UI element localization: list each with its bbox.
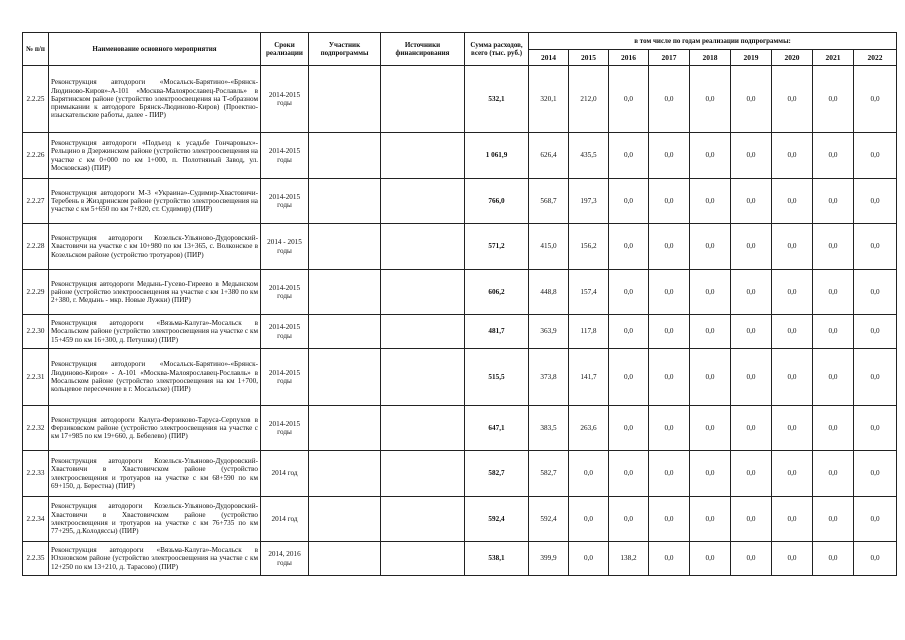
year-amount: 0,0 (772, 542, 813, 576)
participant-cell (309, 66, 381, 133)
year-amount: 0,0 (813, 224, 854, 270)
year-amount: 0,0 (854, 349, 897, 406)
year-amount: 0,0 (731, 542, 772, 576)
header-years-group: в том числе по годам реализации подпрограммы: (529, 33, 897, 50)
year-amount: 0,0 (813, 349, 854, 406)
participant-cell (309, 224, 381, 270)
year-amount: 0,0 (609, 497, 649, 542)
year-amount: 0,0 (813, 406, 854, 451)
year-amount: 0,0 (649, 224, 690, 270)
row-number: 2.2.26 (23, 133, 49, 179)
implementation-term: 2014 год (261, 497, 309, 542)
year-amount: 0,0 (772, 406, 813, 451)
implementation-term: 2014 год (261, 451, 309, 497)
measure-name: Реконструкция автодороги «Мосальск-Барятино»-«Брянск-Людиново-Киров»-А-101 «Москва-Малоярославец-Рославль» в Барятинском районе (устройство электроосвещения на Т-образном примыкании к автодороге Брянск-Людиново-Киров) (Проектно-изыскательские работы, далее - ПИР) (49, 66, 261, 133)
year-amount: 141,7 (569, 349, 609, 406)
year-amount: 0,0 (690, 224, 731, 270)
table-row (23, 451, 897, 497)
year-amount: 0,0 (731, 451, 772, 497)
year-amount: 0,0 (690, 497, 731, 542)
year-amount: 138,2 (609, 542, 649, 576)
year-amount: 0,0 (813, 179, 854, 224)
year-amount: 320,1 (529, 66, 569, 133)
measure-name: Реконструкция автодороги «Вязьма-Калуга»-Мосальск в Юхновском районе (устройство электроосвещения на участке с км 12+250 по км 13+210, д. Тарасово) (ПИР) (49, 542, 261, 576)
participant-cell (309, 270, 381, 315)
implementation-term: 2014-2015 годы (261, 133, 309, 179)
year-amount: 0,0 (649, 133, 690, 179)
year-amount: 0,0 (772, 270, 813, 315)
header-year: 2017 (649, 50, 690, 66)
total-amount: 1 061,9 (465, 133, 529, 179)
total-amount: 515,5 (465, 349, 529, 406)
year-amount: 0,0 (772, 224, 813, 270)
year-amount: 0,0 (731, 133, 772, 179)
sources-cell (381, 270, 465, 315)
implementation-term: 2014 - 2015 годы (261, 224, 309, 270)
header-term: Сроки реализации (261, 33, 309, 66)
participant-cell (309, 542, 381, 576)
year-amount: 0,0 (731, 349, 772, 406)
sources-cell (381, 179, 465, 224)
participant-cell (309, 349, 381, 406)
year-amount: 0,0 (690, 315, 731, 349)
table-row (23, 133, 897, 179)
measure-name: Реконструкция автодороги Козельск-Ульяново-Дудоровский-Хвастовичи в Хвастовичском районе (устройство электроосвещения и тротуаров на участке с км 68+590 по км 69+150, д. Берестна) (ПИР) (49, 451, 261, 497)
table-row (23, 315, 897, 349)
table-row (23, 406, 897, 451)
implementation-term: 2014-2015 годы (261, 349, 309, 406)
header-year: 2018 (690, 50, 731, 66)
header-year: 2014 (529, 50, 569, 66)
year-amount: 0,0 (731, 497, 772, 542)
measure-name: Реконструкция автодороги «Подъезд к усадьбе Гончаровых»-Рельцино в Дзержинском районе (устройство электроосвещения на участке с км 0+000 по км 1+000, п. Полотняный Завод, ул. Московская) (ПИР) (49, 133, 261, 179)
year-amount: 373,8 (529, 349, 569, 406)
row-number: 2.2.29 (23, 270, 49, 315)
measure-name: Реконструкция автодороги М-3 «Украина»-Судимир-Хвастовичи-Теребень в Жиздринском районе (устройство электроосвещения на участке с км 5+650 по км 7+820, ст. Судимир) (ПИР) (49, 179, 261, 224)
row-number: 2.2.30 (23, 315, 49, 349)
year-amount: 0,0 (649, 179, 690, 224)
year-amount: 0,0 (772, 133, 813, 179)
year-amount: 0,0 (854, 542, 897, 576)
year-amount: 0,0 (649, 497, 690, 542)
header-year: 2022 (854, 50, 897, 66)
row-number: 2.2.31 (23, 349, 49, 406)
year-amount: 0,0 (772, 497, 813, 542)
table-row (23, 270, 897, 315)
participant-cell (309, 133, 381, 179)
header-year: 2016 (609, 50, 649, 66)
year-amount: 0,0 (690, 133, 731, 179)
sources-cell (381, 542, 465, 576)
year-amount: 0,0 (813, 133, 854, 179)
year-amount: 383,5 (529, 406, 569, 451)
header-year: 2019 (731, 50, 772, 66)
year-amount: 0,0 (649, 315, 690, 349)
year-amount: 156,2 (569, 224, 609, 270)
year-amount: 0,0 (854, 66, 897, 133)
year-amount: 0,0 (690, 406, 731, 451)
year-amount: 0,0 (609, 224, 649, 270)
participant-cell (309, 406, 381, 451)
year-amount: 0,0 (813, 451, 854, 497)
row-number: 2.2.28 (23, 224, 49, 270)
row-number: 2.2.25 (23, 66, 49, 133)
year-amount: 0,0 (854, 451, 897, 497)
year-amount: 0,0 (772, 315, 813, 349)
year-amount: 0,0 (854, 270, 897, 315)
table-row (23, 66, 897, 133)
year-amount: 197,3 (569, 179, 609, 224)
sources-cell (381, 406, 465, 451)
participant-cell (309, 451, 381, 497)
year-amount: 0,0 (854, 406, 897, 451)
total-amount: 647,1 (465, 406, 529, 451)
year-amount: 363,9 (529, 315, 569, 349)
year-amount: 0,0 (690, 66, 731, 133)
year-amount: 0,0 (609, 451, 649, 497)
table-row (23, 349, 897, 406)
implementation-term: 2014-2015 годы (261, 270, 309, 315)
year-amount: 0,0 (813, 542, 854, 576)
header-sources: Источники финансирования (381, 33, 465, 66)
implementation-term: 2014-2015 годы (261, 179, 309, 224)
year-amount: 0,0 (813, 66, 854, 133)
measure-name: Реконструкция автодороги «Вязьма-Калуга»-Мосальск в Мосальском районе (устройство электроосвещения на участке с км 15+459 по км 16+300, д. Петушки) (ПИР) (49, 315, 261, 349)
year-amount: 0,0 (609, 133, 649, 179)
sources-cell (381, 315, 465, 349)
total-amount: 538,1 (465, 542, 529, 576)
header-num: № п/п (23, 33, 49, 66)
year-amount: 0,0 (649, 406, 690, 451)
year-amount: 0,0 (609, 66, 649, 133)
row-number: 2.2.35 (23, 542, 49, 576)
year-amount: 0,0 (731, 406, 772, 451)
document-page (22, 32, 894, 576)
year-amount: 415,0 (529, 224, 569, 270)
table-header-row-1 (23, 33, 897, 50)
header-year: 2020 (772, 50, 813, 66)
year-amount: 0,0 (649, 349, 690, 406)
year-amount: 0,0 (569, 497, 609, 542)
year-amount: 0,0 (731, 179, 772, 224)
implementation-term: 2014-2015 годы (261, 406, 309, 451)
year-amount: 592,4 (529, 497, 569, 542)
sources-cell (381, 133, 465, 179)
table-row (23, 224, 897, 270)
year-amount: 0,0 (609, 270, 649, 315)
total-amount: 481,7 (465, 315, 529, 349)
year-amount: 0,0 (854, 315, 897, 349)
year-amount: 435,5 (569, 133, 609, 179)
sources-cell (381, 66, 465, 133)
total-amount: 571,2 (465, 224, 529, 270)
year-amount: 0,0 (609, 349, 649, 406)
implementation-term: 2014-2015 годы (261, 66, 309, 133)
row-number: 2.2.33 (23, 451, 49, 497)
year-amount: 0,0 (649, 542, 690, 576)
sources-cell (381, 224, 465, 270)
year-amount: 448,8 (529, 270, 569, 315)
measure-name: Реконструкция автодороги Козельск-Ульяново-Дудоровский-Хвастовичи в Хвастовичском районе (устройство электроосвещения и тротуаров на участке с км 76+735 по км 77+295, д.Колодяссы) (ПИР) (49, 497, 261, 542)
table-row (23, 497, 897, 542)
year-amount: 0,0 (854, 133, 897, 179)
sources-cell (381, 451, 465, 497)
implementation-term: 2014-2015 годы (261, 315, 309, 349)
year-amount: 0,0 (813, 270, 854, 315)
year-amount: 0,0 (609, 179, 649, 224)
year-amount: 0,0 (649, 451, 690, 497)
header-year: 2021 (813, 50, 854, 66)
year-amount: 0,0 (690, 451, 731, 497)
year-amount: 0,0 (569, 451, 609, 497)
measure-name: Реконструкция автодороги Медынь-Гусево-Гиреево в Медынском районе (устройство электроосвещения на участке с км 1+380 по км 2+380, г. Медынь - мкр. Новые Лужки) (ПИР) (49, 270, 261, 315)
year-amount: 0,0 (609, 315, 649, 349)
implementation-term: 2014, 2016 годы (261, 542, 309, 576)
year-amount: 0,0 (690, 349, 731, 406)
participant-cell (309, 179, 381, 224)
total-amount: 532,1 (465, 66, 529, 133)
measure-name: Реконструкция автодороги Козельск-Ульяново-Дудоровский-Хвастовичи на участке с км 10+980 по км 13+365, с. Волконское в Козельском районе (устройство тротуаров) (ПИР) (49, 224, 261, 270)
measure-name: Реконструкция автодороги «Мосальск-Барятино»-«Брянск-Людиново-Киров» - А-101 «Москва-Малоярославец-Рославль» в Мосальском районе (устройство электроосвещения на км 1+700, кольцевое пересечение в г. Мосальске) (ПИР) (49, 349, 261, 406)
year-amount: 0,0 (731, 270, 772, 315)
year-amount: 0,0 (731, 224, 772, 270)
year-amount: 0,0 (854, 497, 897, 542)
year-amount: 0,0 (854, 179, 897, 224)
header-participant: Участник подпрограммы (309, 33, 381, 66)
year-amount: 0,0 (690, 270, 731, 315)
year-amount: 0,0 (813, 315, 854, 349)
year-amount: 263,6 (569, 406, 609, 451)
year-amount: 0,0 (690, 179, 731, 224)
year-amount: 0,0 (649, 270, 690, 315)
year-amount: 212,0 (569, 66, 609, 133)
year-amount: 626,4 (529, 133, 569, 179)
year-amount: 568,7 (529, 179, 569, 224)
table-row (23, 179, 897, 224)
participant-cell (309, 497, 381, 542)
year-amount: 0,0 (731, 66, 772, 133)
year-amount: 0,0 (649, 66, 690, 133)
year-amount: 0,0 (772, 451, 813, 497)
table-row (23, 542, 897, 576)
participant-cell (309, 315, 381, 349)
row-number: 2.2.32 (23, 406, 49, 451)
year-amount: 399,9 (529, 542, 569, 576)
row-number: 2.2.34 (23, 497, 49, 542)
year-amount: 117,8 (569, 315, 609, 349)
measure-name: Реконструкция автодороги Калуга-Ферзиково-Таруса-Серпухов в Ферзиковском районе (устройство электроосвещения на участке с км 17+985 по км 19+660, д. Бебелево) (ПИР) (49, 406, 261, 451)
header-total: Сумма расходов, всего (тыс. руб.) (465, 33, 529, 66)
year-amount: 0,0 (772, 179, 813, 224)
header-name: Наименование основного мероприятия (49, 33, 261, 66)
total-amount: 582,7 (465, 451, 529, 497)
sources-cell (381, 349, 465, 406)
year-amount: 0,0 (854, 224, 897, 270)
total-amount: 592,4 (465, 497, 529, 542)
year-amount: 0,0 (813, 497, 854, 542)
year-amount: 0,0 (731, 315, 772, 349)
total-amount: 606,2 (465, 270, 529, 315)
year-amount: 0,0 (690, 542, 731, 576)
year-amount: 582,7 (529, 451, 569, 497)
year-amount: 0,0 (772, 349, 813, 406)
table-body (23, 66, 897, 576)
year-amount: 0,0 (772, 66, 813, 133)
header-year: 2015 (569, 50, 609, 66)
year-amount: 0,0 (569, 542, 609, 576)
year-amount: 0,0 (609, 406, 649, 451)
sources-cell (381, 497, 465, 542)
row-number: 2.2.27 (23, 179, 49, 224)
year-amount: 157,4 (569, 270, 609, 315)
total-amount: 766,0 (465, 179, 529, 224)
program-table (22, 32, 897, 576)
